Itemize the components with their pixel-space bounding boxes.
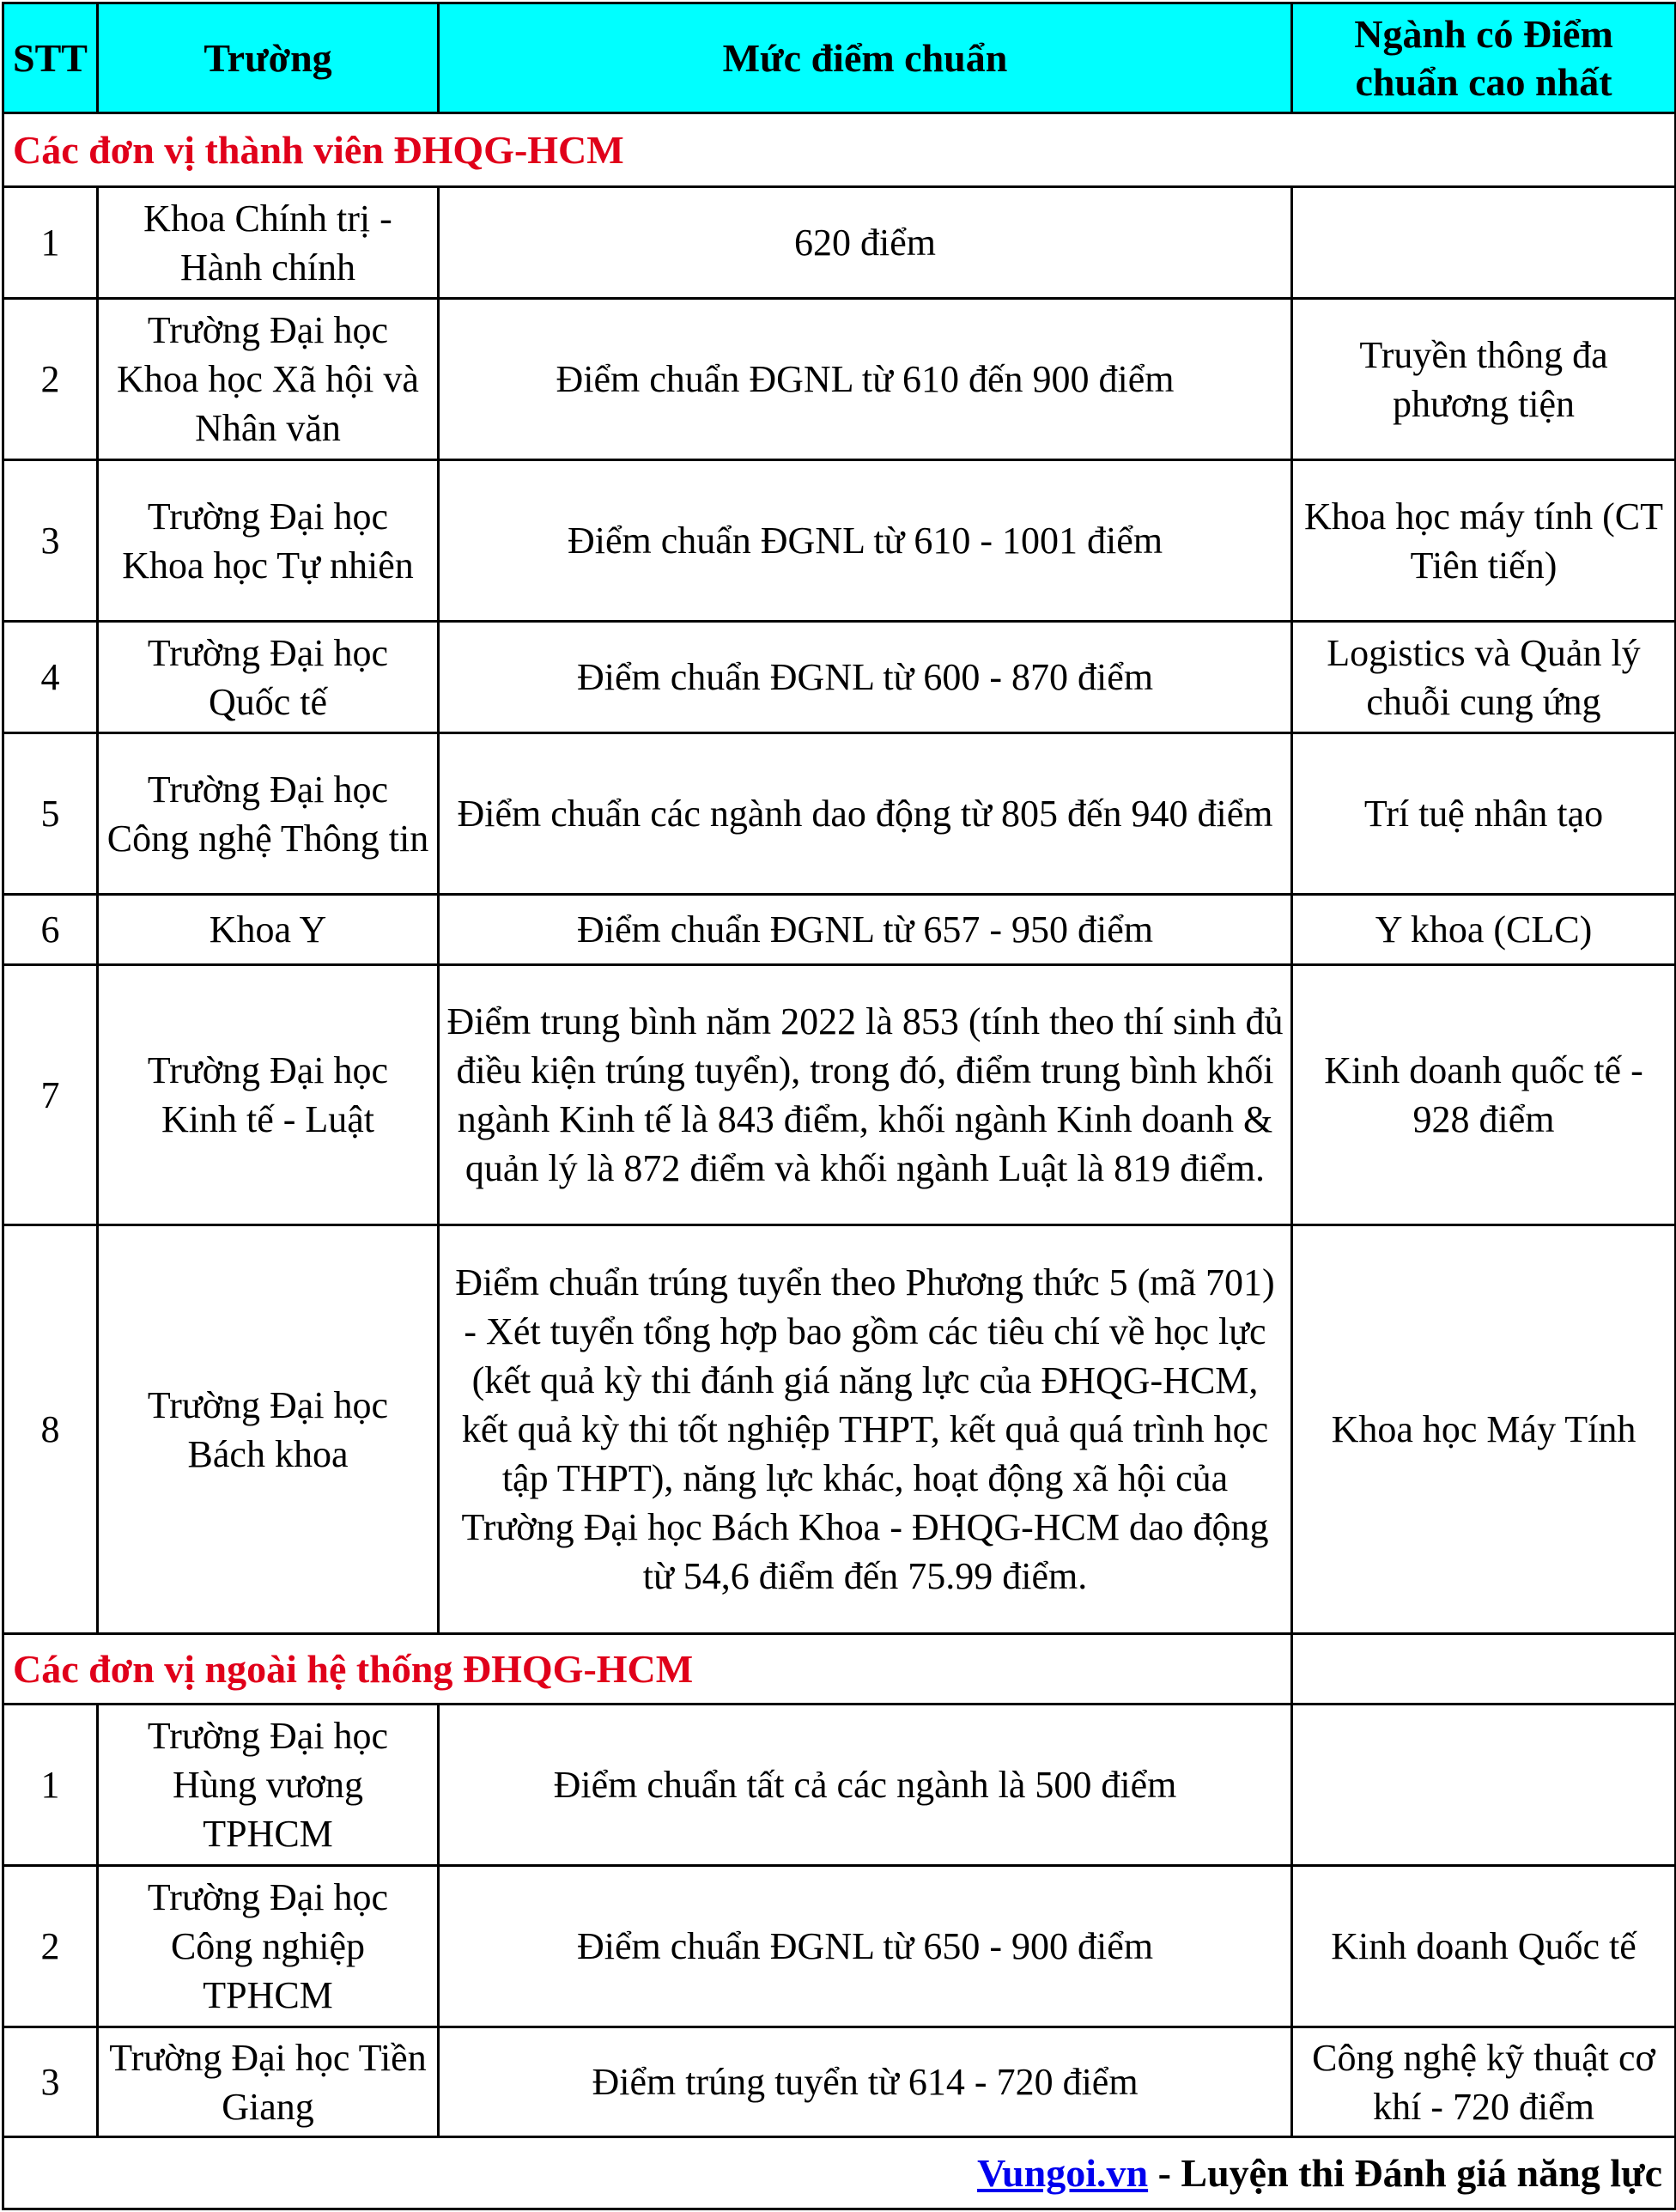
truong-cell: Trường Đại học Kinh tế - Luật xyxy=(98,965,439,1225)
truong-cell: Trường Đại học Hùng vương TPHCM xyxy=(98,1705,439,1866)
table-row xyxy=(3,1866,1676,2027)
table-row xyxy=(3,299,1676,460)
stt-cell: 2 xyxy=(3,1866,98,2027)
nganh-cell: Trí tuệ nhân tạo xyxy=(1292,733,1676,895)
footer-row xyxy=(3,2137,1676,2209)
diem-cell: Điểm chuẩn ĐGNL từ 610 đến 900 điểm xyxy=(439,299,1292,460)
vungoi-link[interactable]: Vungoi.vn xyxy=(977,2151,1149,2195)
nganh-cell: Công nghệ kỹ thuật cơ khí - 720 điểm xyxy=(1292,2027,1676,2137)
stt-cell: 7 xyxy=(3,965,98,1225)
table-row xyxy=(3,895,1676,965)
diem-cell: Điểm chuẩn ĐGNL từ 610 - 1001 điểm xyxy=(439,460,1292,622)
section-row xyxy=(3,1634,1676,1705)
stt-cell: 8 xyxy=(3,1225,98,1634)
section-title: Các đơn vị thành viên ĐHQG-HCM xyxy=(3,113,1676,187)
table-row xyxy=(3,965,1676,1225)
nganh-cell: Kinh doanh quốc tế - 928 điểm xyxy=(1292,965,1676,1225)
truong-cell: Trường Đại học Bách khoa xyxy=(98,1225,439,1634)
footer-cell xyxy=(3,2137,1676,2209)
diem-cell: Điểm chuẩn ĐGNL từ 650 - 900 điểm xyxy=(439,1866,1292,2027)
header-stt: STT xyxy=(3,3,98,113)
truong-cell: Khoa Y xyxy=(98,895,439,965)
diem-cell: Điểm chuẩn các ngành dao động từ 805 đến 940 điểm xyxy=(439,733,1292,895)
stt-cell: 5 xyxy=(3,733,98,895)
truong-cell: Trường Đại học Khoa học Xã hội và Nhân văn xyxy=(98,299,439,460)
footer-text: - Luyện thi Đánh giá năng lực xyxy=(1148,2151,1662,2195)
table-row xyxy=(3,460,1676,622)
truong-cell: Trường Đại học Tiền Giang xyxy=(98,2027,439,2137)
stt-cell: 3 xyxy=(3,460,98,622)
empty-cell xyxy=(1292,1634,1676,1705)
stt-cell: 2 xyxy=(3,299,98,460)
diem-cell: Điểm chuẩn trúng tuyển theo Phương thức 5 (mã 701) - Xét tuyển tổng hợp bao gồm các tiêu chí về học lực (kết quả kỳ thi đánh giá năng lực của ĐHQG-HCM, kết quả kỳ thi tốt nghiệp THPT, kết quả quá trình học tập THPT), năng lực khác, hoạt động xã hội của Trường Đại học Bách Khoa - ĐHQG-HCM dao động từ 54,6 điểm đến 75.99 điểm. xyxy=(439,1225,1292,1634)
stt-cell: 1 xyxy=(3,187,98,299)
stt-cell: 1 xyxy=(3,1705,98,1866)
truong-cell: Trường Đại học Quốc tế xyxy=(98,622,439,733)
diem-cell: Điểm chuẩn ĐGNL từ 657 - 950 điểm xyxy=(439,895,1292,965)
nganh-cell: Kinh doanh Quốc tế xyxy=(1292,1866,1676,2027)
nganh-cell xyxy=(1292,187,1676,299)
stt-cell: 6 xyxy=(3,895,98,965)
table-row xyxy=(3,2027,1676,2137)
table-row xyxy=(3,187,1676,299)
section-row xyxy=(3,113,1676,187)
stt-cell: 3 xyxy=(3,2027,98,2137)
header-muc-diem: Mức điểm chuẩn xyxy=(439,3,1292,113)
truong-cell: Trường Đại học Công nghệ Thông tin xyxy=(98,733,439,895)
header-truong: Trường xyxy=(98,3,439,113)
score-table xyxy=(2,2,1676,2210)
nganh-cell: Khoa học Máy Tính xyxy=(1292,1225,1676,1634)
diem-cell: Điểm trung bình năm 2022 là 853 (tính theo thí sinh đủ điều kiện trúng tuyển), trong đó, điểm trung bình khối ngành Kinh tế là 843 điểm, khối ngành Kinh doanh & quản lý là 872 điểm và khối ngành Luật là 819 điểm. xyxy=(439,965,1292,1225)
truong-cell: Trường Đại học Công nghiệp TPHCM xyxy=(98,1866,439,2027)
table-row xyxy=(3,1225,1676,1634)
diem-cell: 620 điểm xyxy=(439,187,1292,299)
diem-cell: Điểm chuẩn ĐGNL từ 600 - 870 điểm xyxy=(439,622,1292,733)
header-nganh: Ngành có Điểm chuẩn cao nhất xyxy=(1292,3,1676,113)
diem-cell: Điểm trúng tuyển từ 614 - 720 điểm xyxy=(439,2027,1292,2137)
truong-cell: Khoa Chính trị - Hành chính xyxy=(98,187,439,299)
nganh-cell xyxy=(1292,1705,1676,1866)
nganh-cell: Khoa học máy tính (CT Tiên tiến) xyxy=(1292,460,1676,622)
table-row xyxy=(3,733,1676,895)
table-row xyxy=(3,622,1676,733)
diem-cell: Điểm chuẩn tất cả các ngành là 500 điểm xyxy=(439,1705,1292,1866)
header-row xyxy=(3,3,1676,113)
nganh-cell: Y khoa (CLC) xyxy=(1292,895,1676,965)
section-title: Các đơn vị ngoài hệ thống ĐHQG-HCM xyxy=(3,1634,1292,1705)
nganh-cell: Logistics và Quản lý chuỗi cung ứng xyxy=(1292,622,1676,733)
stt-cell: 4 xyxy=(3,622,98,733)
table-row xyxy=(3,1705,1676,1866)
truong-cell: Trường Đại học Khoa học Tự nhiên xyxy=(98,460,439,622)
nganh-cell: Truyền thông đa phương tiện xyxy=(1292,299,1676,460)
